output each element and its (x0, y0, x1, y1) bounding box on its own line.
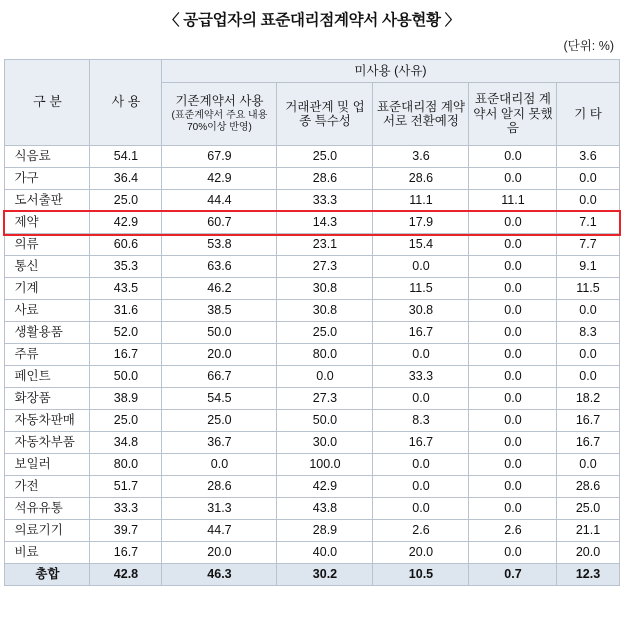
table-cell: 21.1 (557, 520, 619, 542)
table-cell: 17.9 (373, 212, 469, 234)
standard-contract-usage-table (4, 59, 619, 586)
table-cell: 16.7 (373, 432, 469, 454)
table-cell: 0.0 (373, 476, 469, 498)
total-cell: 46.3 (162, 564, 277, 586)
table-cell: 0.0 (469, 498, 557, 520)
table-cell: 44.4 (162, 190, 277, 212)
row-label: 보일러 (5, 454, 90, 476)
table-cell: 50.0 (277, 410, 373, 432)
table-cell: 0.0 (469, 168, 557, 190)
row-label: 기계 (5, 278, 90, 300)
table-cell: 42.9 (90, 212, 162, 234)
table-total-row (5, 564, 619, 586)
table-cell: 0.0 (557, 344, 619, 366)
table-cell: 25.0 (557, 498, 619, 520)
table-cell: 20.0 (162, 542, 277, 564)
table-cell: 20.0 (373, 542, 469, 564)
table-head (5, 60, 619, 146)
table-cell: 50.0 (90, 366, 162, 388)
table-cell: 0.0 (469, 256, 557, 278)
table-cell: 9.1 (557, 256, 619, 278)
table-cell: 67.9 (162, 146, 277, 168)
table-cell: 30.0 (277, 432, 373, 454)
title-open-bracket: 〈 (164, 12, 180, 29)
table-cell: 28.6 (557, 476, 619, 498)
table-cell: 16.7 (557, 410, 619, 432)
table-cell: 14.3 (277, 212, 373, 234)
table-cell: 8.3 (557, 322, 619, 344)
row-label: 통신 (5, 256, 90, 278)
total-cell: 10.5 (373, 564, 469, 586)
table-row (5, 146, 619, 168)
table-cell: 38.5 (162, 300, 277, 322)
row-label: 생활용품 (5, 322, 90, 344)
table-cell: 0.0 (469, 366, 557, 388)
table-cell: 0.0 (469, 542, 557, 564)
unit-note: (단위: %) (563, 39, 614, 53)
table-cell: 31.6 (90, 300, 162, 322)
table-cell: 25.0 (162, 410, 277, 432)
total-cell: 12.3 (557, 564, 619, 586)
table-row (5, 168, 619, 190)
table-cell: 42.9 (162, 168, 277, 190)
table-cell: 0.0 (469, 388, 557, 410)
table-cell: 33.3 (90, 498, 162, 520)
table-cell: 0.0 (469, 410, 557, 432)
table-row (5, 454, 619, 476)
row-label: 가구 (5, 168, 90, 190)
table-row (5, 520, 619, 542)
table-cell: 54.5 (162, 388, 277, 410)
table-cell: 53.8 (162, 234, 277, 256)
table-cell: 44.7 (162, 520, 277, 542)
table-cell: 0.0 (373, 388, 469, 410)
row-label: 의료기기 (5, 520, 90, 542)
table-cell: 50.0 (162, 322, 277, 344)
table-cell: 38.9 (90, 388, 162, 410)
table-cell: 51.7 (90, 476, 162, 498)
table-cell: 0.0 (469, 278, 557, 300)
table-cell: 16.7 (373, 322, 469, 344)
table-cell: 100.0 (277, 454, 373, 476)
table-cell: 34.8 (90, 432, 162, 454)
column-header-existing-contract-main: 기존계약서 사용 (175, 93, 264, 108)
table-row (5, 300, 619, 322)
table-body (5, 146, 619, 586)
table-cell: 39.7 (90, 520, 162, 542)
table-cell: 0.0 (557, 454, 619, 476)
total-cell: 42.8 (90, 564, 162, 586)
table-cell: 0.0 (557, 366, 619, 388)
table-cell: 16.7 (90, 542, 162, 564)
table-cell: 18.2 (557, 388, 619, 410)
table-cell: 20.0 (162, 344, 277, 366)
table-cell: 0.0 (373, 256, 469, 278)
table-cell: 42.9 (277, 476, 373, 498)
table-cell: 0.0 (469, 234, 557, 256)
table-cell: 27.3 (277, 388, 373, 410)
table-row (5, 212, 619, 234)
column-header-not-aware: 표준대리점 계약서 알지 못했음 (469, 83, 557, 146)
row-label: 자동차판매 (5, 410, 90, 432)
row-label: 자동차부품 (5, 432, 90, 454)
table-row (5, 234, 619, 256)
table-cell: 11.1 (469, 190, 557, 212)
table-cell: 3.6 (373, 146, 469, 168)
table-cell: 28.6 (373, 168, 469, 190)
table-cell: 16.7 (557, 432, 619, 454)
table-cell: 8.3 (373, 410, 469, 432)
column-header-existing-contract (162, 83, 277, 146)
table-row (5, 542, 619, 564)
table-row (5, 432, 619, 454)
column-header-gubun: 구 분 (5, 60, 90, 146)
table-cell: 25.0 (90, 190, 162, 212)
table-row (5, 410, 619, 432)
table-cell: 66.7 (162, 366, 277, 388)
table-cell: 36.7 (162, 432, 277, 454)
table-cell: 0.0 (469, 344, 557, 366)
table-cell: 2.6 (469, 520, 557, 542)
table-cell: 30.8 (277, 278, 373, 300)
row-label: 도서출판 (5, 190, 90, 212)
title-close-bracket: 〉 (444, 12, 460, 29)
table-row (5, 278, 619, 300)
table-cell: 23.1 (277, 234, 373, 256)
table-cell: 0.0 (277, 366, 373, 388)
table-cell: 28.9 (277, 520, 373, 542)
row-label: 의류 (5, 234, 90, 256)
table-row (5, 366, 619, 388)
table-row (5, 190, 619, 212)
table-header-row-top (5, 60, 619, 83)
table-cell: 33.3 (277, 190, 373, 212)
table-cell: 54.1 (90, 146, 162, 168)
table-cell: 28.6 (162, 476, 277, 498)
table-cell: 40.0 (277, 542, 373, 564)
table-cell: 7.7 (557, 234, 619, 256)
table-cell: 0.0 (373, 498, 469, 520)
table-cell: 0.0 (469, 146, 557, 168)
row-label: 가전 (5, 476, 90, 498)
table-cell: 0.0 (469, 476, 557, 498)
table-cell: 25.0 (277, 146, 373, 168)
table-cell: 11.5 (373, 278, 469, 300)
total-cell: 0.7 (469, 564, 557, 586)
table-cell: 35.3 (90, 256, 162, 278)
column-group-header-misayong: 미사용 (사유) (162, 60, 619, 83)
table-cell: 20.0 (557, 542, 619, 564)
table-cell: 46.2 (162, 278, 277, 300)
table-cell: 2.6 (373, 520, 469, 542)
column-header-etc: 기 타 (557, 83, 619, 146)
table-cell: 80.0 (90, 454, 162, 476)
total-label: 총합 (5, 564, 90, 586)
table-cell: 15.4 (373, 234, 469, 256)
table-cell: 7.1 (557, 212, 619, 234)
table-cell: 0.0 (469, 322, 557, 344)
table-cell: 30.8 (373, 300, 469, 322)
table-cell: 28.6 (277, 168, 373, 190)
table-row (5, 322, 619, 344)
row-label: 주류 (5, 344, 90, 366)
table-cell: 30.8 (277, 300, 373, 322)
row-label: 석유유통 (5, 498, 90, 520)
table-cell: 25.0 (90, 410, 162, 432)
table-cell: 36.4 (90, 168, 162, 190)
table-cell: 11.5 (557, 278, 619, 300)
table-cell: 27.3 (277, 256, 373, 278)
table-cell: 80.0 (277, 344, 373, 366)
table-cell: 0.0 (469, 432, 557, 454)
page-title (0, 0, 624, 30)
table-cell: 0.0 (373, 344, 469, 366)
table-row (5, 388, 619, 410)
column-header-trade-relation: 거래관계 및 업종 특수성 (277, 83, 373, 146)
title-text: 공급업자의 표준대리점계약서 사용현황 (183, 12, 441, 29)
row-label: 제약 (5, 212, 90, 234)
table-cell: 0.0 (557, 190, 619, 212)
row-label: 화장품 (5, 388, 90, 410)
column-header-convert-planned: 표준대리점 계약서로 전환예정 (373, 83, 469, 146)
table-cell: 43.8 (277, 498, 373, 520)
table-cell: 43.5 (90, 278, 162, 300)
row-label: 사료 (5, 300, 90, 322)
row-label: 식음료 (5, 146, 90, 168)
table-cell: 0.0 (373, 454, 469, 476)
table-cell: 60.7 (162, 212, 277, 234)
table-cell: 0.0 (469, 454, 557, 476)
table-cell: 52.0 (90, 322, 162, 344)
table-cell: 31.3 (162, 498, 277, 520)
table-cell: 3.6 (557, 146, 619, 168)
total-cell: 30.2 (277, 564, 373, 586)
table-cell: 63.6 (162, 256, 277, 278)
row-label: 페인트 (5, 366, 90, 388)
row-label: 비료 (5, 542, 90, 564)
table-cell: 0.0 (162, 454, 277, 476)
table-row (5, 476, 619, 498)
table-cell: 16.7 (90, 344, 162, 366)
column-header-sayong: 사 용 (90, 60, 162, 146)
table-cell: 0.0 (469, 300, 557, 322)
table-cell: 0.0 (557, 300, 619, 322)
table-cell: 33.3 (373, 366, 469, 388)
table-cell: 0.0 (469, 212, 557, 234)
table-row (5, 498, 619, 520)
table-cell: 11.1 (373, 190, 469, 212)
column-header-existing-contract-note: (표준계약서 주요 내용 70%이상 반영) (171, 110, 268, 134)
table-row (5, 256, 619, 278)
table-cell: 60.6 (90, 234, 162, 256)
table-cell: 0.0 (557, 168, 619, 190)
table-row (5, 344, 619, 366)
table-cell: 25.0 (277, 322, 373, 344)
